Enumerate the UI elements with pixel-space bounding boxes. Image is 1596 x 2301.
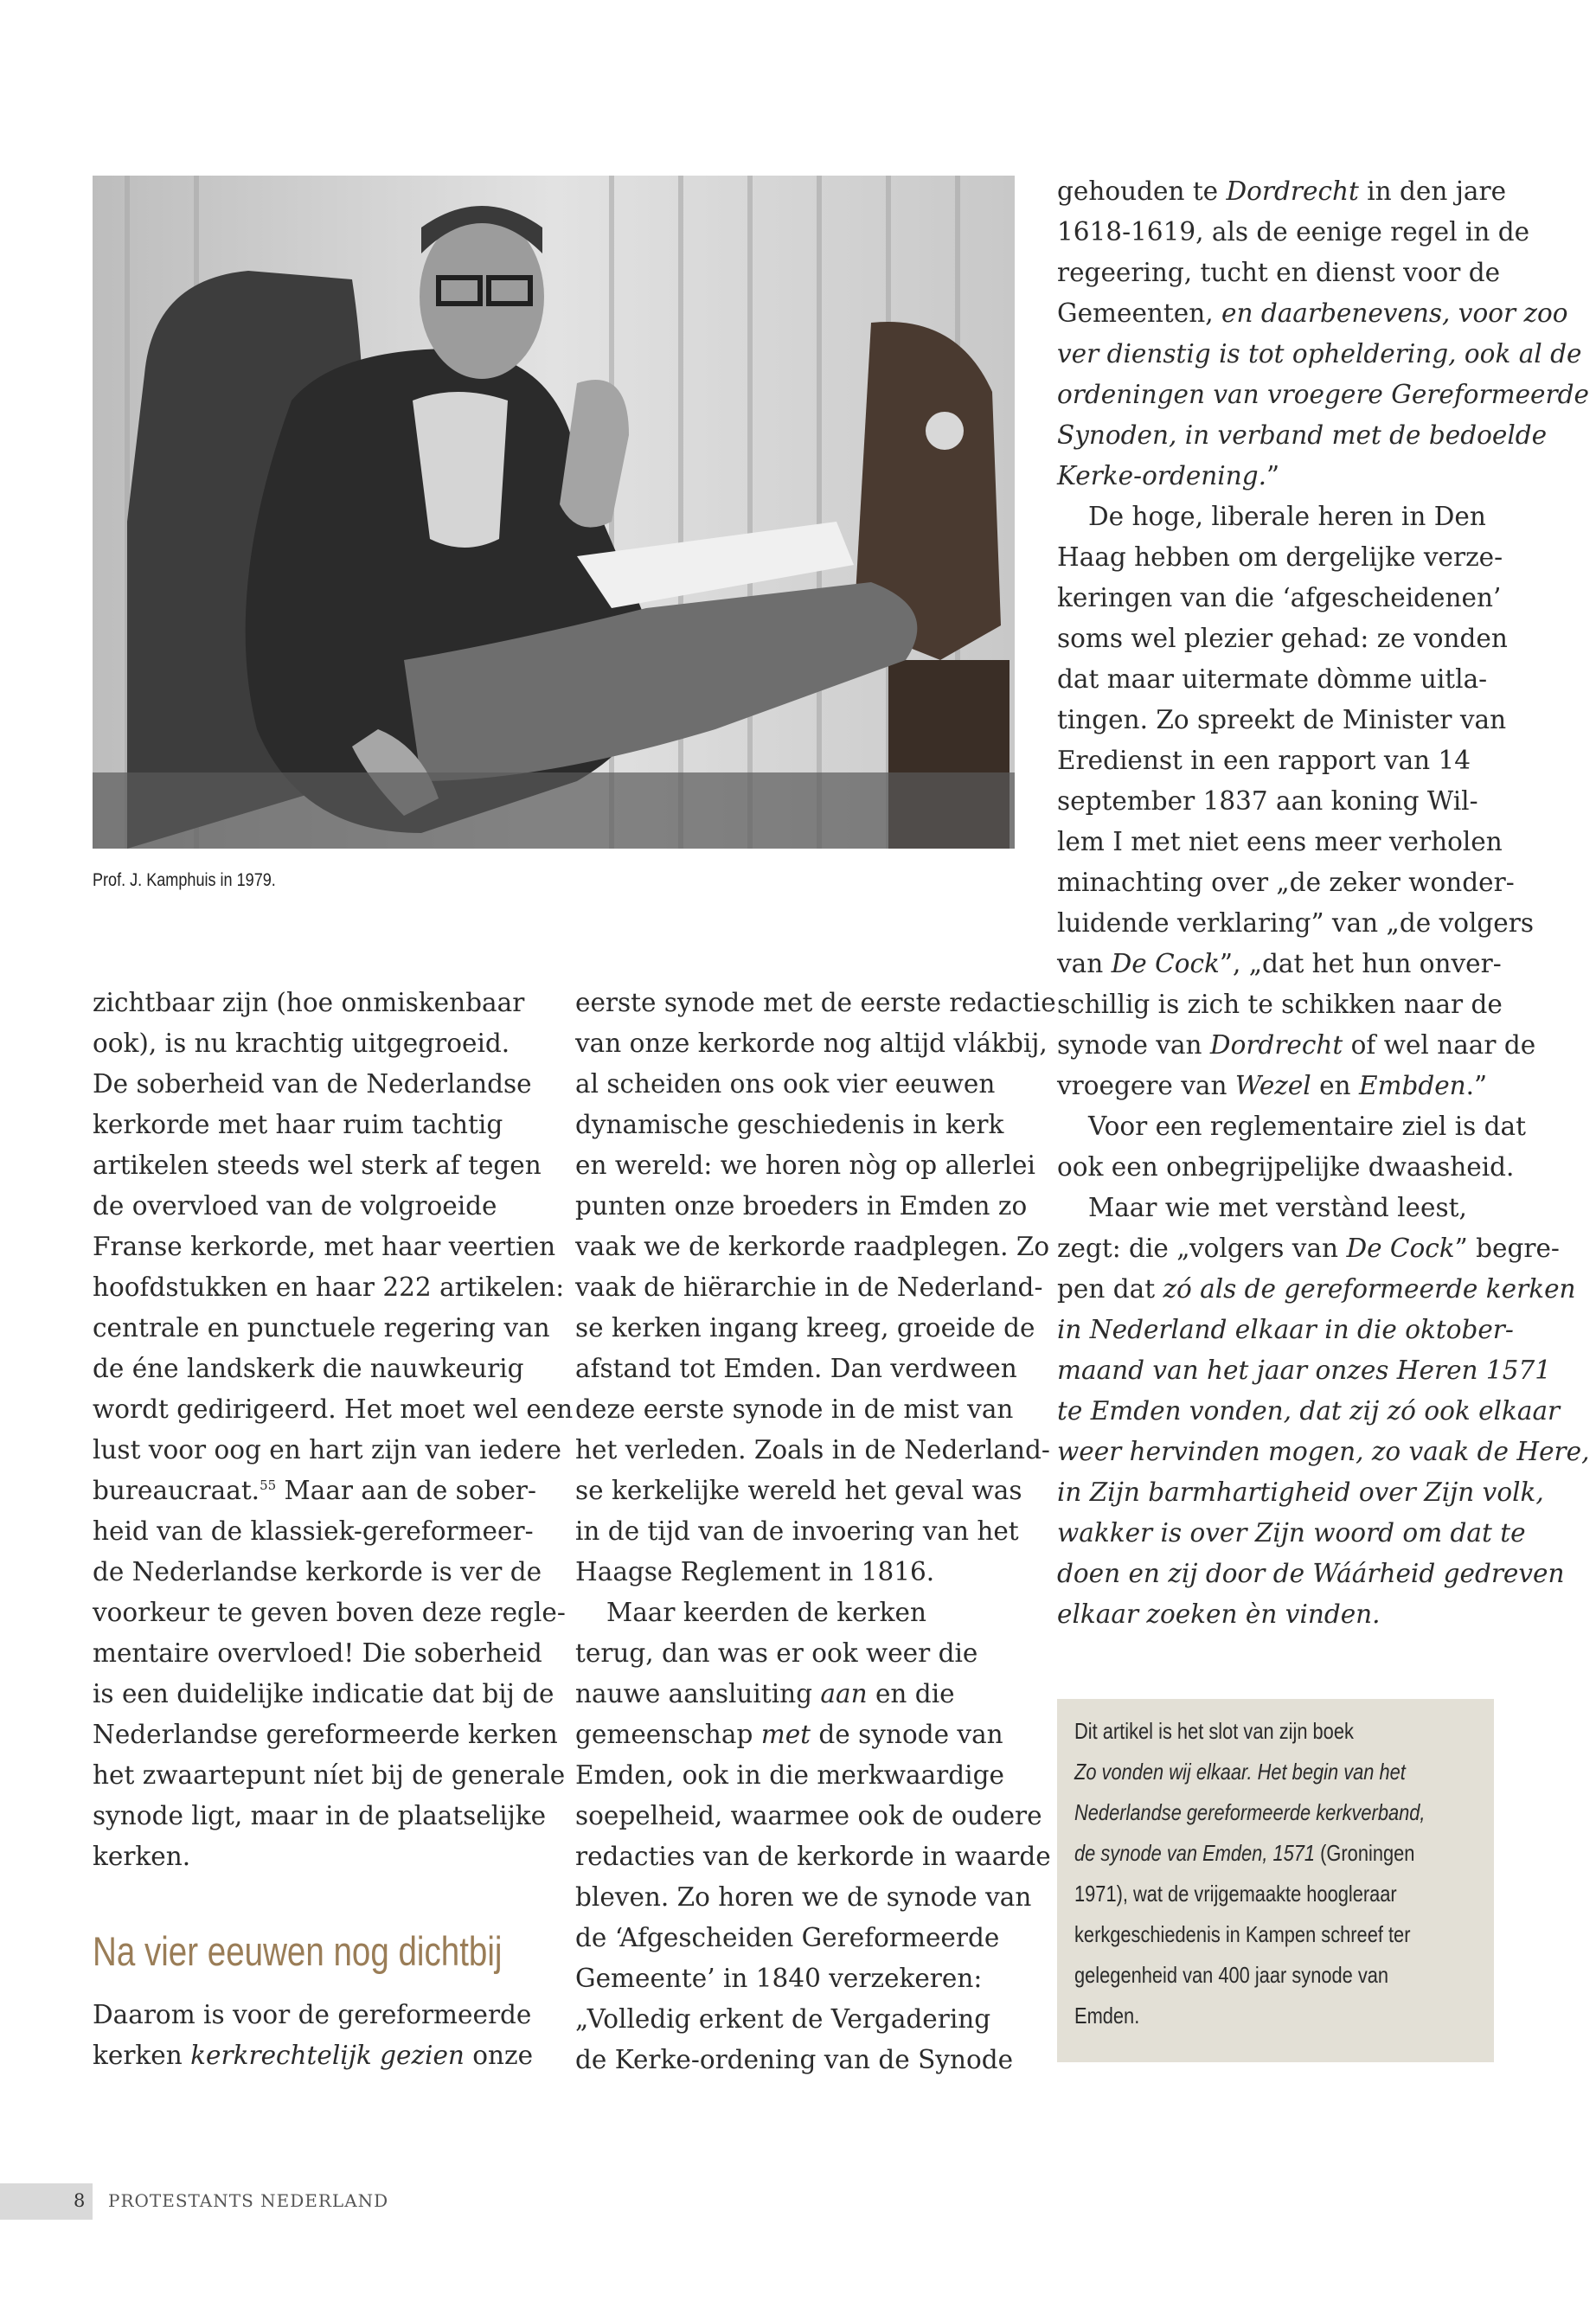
text-line: afstand tot Emden. Dan verdween (575, 1354, 1017, 1383)
text-line (1057, 944, 1507, 984)
text-segment: bureaucraat. (93, 1476, 260, 1505)
column-1-after-heading (93, 1995, 542, 2076)
text-line: Eredienst in een rapport van 14 (1057, 746, 1471, 775)
text-line (575, 1715, 1025, 1755)
text-line: Haagse Reglement in 1816. (575, 1557, 935, 1586)
text-line (1057, 171, 1507, 212)
text-line: vaak de hiërarchie in de Nederland- (575, 1272, 1043, 1302)
text-line: het verleden. Zoals in de Nederland- (575, 1435, 1050, 1465)
text-line: wordt gedirigeerd. Het moet wel een (93, 1394, 574, 1424)
column-2 (575, 983, 1056, 2080)
text-line: Franse kerkorde, met haar veertien (93, 1232, 556, 1261)
text-line: weer hervinden mogen, zo vaak de Here, (1057, 1437, 1590, 1466)
column-3 (1057, 171, 1590, 1635)
text-line (1057, 1269, 1576, 1310)
text-line: synode ligt, maar in de plaatselijke (93, 1801, 547, 1830)
text-line: regeering, tucht en dienst voor de (1057, 258, 1501, 287)
info-box-text (1074, 1711, 1481, 2036)
text-line: dat maar uitermate dòmme uitla- (1057, 664, 1488, 694)
text-line: Synoden, in verband met de bedoelde (1057, 420, 1548, 450)
text-line (1057, 1228, 1560, 1269)
italic-segment: Dordrecht (1209, 1030, 1343, 1060)
text-line: gelegenheid van 400 jaar synode van (1074, 1962, 1389, 1988)
italic-segment: De Cock (1111, 949, 1220, 978)
text-line: 1618-1619, als de eenige regel in de (1057, 217, 1530, 247)
text-line: De hoge, liberale heren in Den (1088, 502, 1486, 531)
text-line: ook), is nu krachtig uitgegroeid. (93, 1029, 510, 1058)
text-line: Gemeente’ in 1840 verzekeren: (575, 1964, 983, 1993)
text-segment: ” begre- (1454, 1234, 1560, 1263)
text-line: „Volledig erkent de Vergadering (575, 2004, 991, 2034)
italic-segment: met (760, 1720, 811, 1749)
text-line: Maar wie met verstànd leest, (1088, 1193, 1467, 1222)
text-line: ook een onbegrijpelijke dwaasheid. (1057, 1152, 1515, 1182)
section-heading: Na vier eeuwen nog dichtbij (93, 1928, 503, 1974)
text-segment: en (1311, 1071, 1359, 1100)
text-line: vaak we de kerkorde raadplegen. Zo (575, 1232, 1050, 1261)
text-line: Nederlandse gereformeerde kerkverband, (1074, 1799, 1426, 1825)
text-line: eerste synode met de eerste redactie (575, 988, 1056, 1017)
text-segment: en die (867, 1679, 955, 1708)
text-line: De soberheid van de Nederlandse (93, 1069, 532, 1099)
italic-segment: zó als de gereformeerde kerken (1163, 1274, 1576, 1304)
text-line: se kerkelijke wereld het geval was (575, 1476, 1022, 1505)
text-segment: onze (464, 2041, 534, 2070)
italic-segment: kerkrechtelijk gezien (190, 2041, 465, 2070)
text-line: terug, dan was er ook weer die (575, 1638, 978, 1668)
text-line: Nederlandse gereformeerde kerken (93, 1720, 558, 1749)
text-line: minachting over „de zeker wonder- (1057, 868, 1515, 897)
text-line: hoofdstukken en haar 222 artikelen: (93, 1272, 565, 1302)
text-line (93, 1471, 542, 1511)
text-line: is een duidelijke indicatie dat bij de (93, 1679, 554, 1708)
text-line: bleven. Zo horen we de synode van (575, 1882, 1032, 1912)
text-segment: Gemeenten, (1057, 298, 1221, 328)
text-line: schillig is zich te schikken naar de (1057, 990, 1503, 1019)
portrait-photo (93, 176, 1015, 849)
text-segment: .” (1465, 1071, 1488, 1100)
text-line: wakker is over Zijn woord om dat te (1057, 1518, 1526, 1548)
text-segment: van (1057, 949, 1112, 978)
text-line: Maar keerden de kerken (606, 1598, 926, 1627)
italic-segment: Embden (1358, 1071, 1466, 1100)
text-line: Zo vonden wij elkaar. Het begin van het (1074, 1759, 1406, 1785)
publication-name: PROTESTANTS NEDERLAND (108, 2190, 389, 2211)
text-line: Voor een reglementaire ziel is dat (1088, 1112, 1526, 1141)
text-line: soms wel plezier gehad: ze vonden (1057, 624, 1508, 653)
text-segment: ”, „dat het hun onver- (1219, 949, 1502, 978)
text-segment: synode van (1057, 1030, 1210, 1060)
text-line: de overvloed van de volgroeide (93, 1191, 497, 1221)
italic-segment: de synode van Emden, 1571 (1074, 1840, 1316, 1866)
photo-caption: Prof. J. Kamphuis in 1979. (93, 870, 276, 890)
text-line: redacties van de kerkorde in waarde (575, 1842, 1051, 1871)
text-line: kerken. (93, 1842, 191, 1871)
text-segment: gemeenschap (575, 1720, 761, 1749)
column-1 (93, 983, 574, 1877)
text-line: in Nederland elkaar in die oktober- (1057, 1315, 1514, 1344)
text-line: kerkorde met haar ruim tachtig (93, 1110, 503, 1139)
text-line: Daarom is voor de gereformeerde (93, 2000, 532, 2029)
text-line: lust voor oog en hart zijn van iedere (93, 1435, 561, 1465)
text-line: voorkeur te geven boven deze regle- (93, 1598, 566, 1627)
text-line: in Zijn barmhartigheid over Zijn volk, (1057, 1477, 1544, 1507)
text-line: se kerken ingang kreeg, groeide de (575, 1313, 1035, 1343)
text-line: van onze kerkorde nog altijd vlákbij, (575, 1029, 1048, 1058)
text-line (1057, 456, 1507, 497)
text-segment: nauwe aansluiting (575, 1679, 821, 1708)
text-line: luidende verklaring” van „de volgers (1057, 908, 1535, 938)
text-line: Dit artikel is het slot van zijn boek (1074, 1718, 1354, 1744)
text-line: deze eerste synode in de mist van (575, 1394, 1014, 1424)
text-line: al scheiden ons ook vier eeuwen (575, 1069, 996, 1099)
italic-segment: Kerke-ordening. (1057, 461, 1267, 490)
footnote-ref: 55 (260, 1477, 277, 1494)
text-segment: pen dat (1057, 1274, 1163, 1304)
text-segment: gehouden te (1057, 176, 1227, 206)
text-line: artikelen steeds wel sterk af tegen (93, 1150, 542, 1180)
text-segment: vroegere van (1057, 1071, 1235, 1100)
text-line: ver dienstig is tot opheldering, ook al de (1057, 339, 1582, 369)
page-number: 8 (74, 2190, 86, 2211)
italic-segment: De Cock (1346, 1234, 1455, 1263)
text-line: het zwaartepunt níet bij de generale (93, 1760, 566, 1790)
italic-segment: aan (820, 1679, 868, 1708)
text-line: tingen. Zo spreekt de Minister van (1057, 705, 1507, 734)
text-segment: of wel naar de (1343, 1030, 1536, 1060)
italic-segment: Wezel (1234, 1071, 1311, 1100)
text-line: elkaar zoeken èn vinden. (1057, 1599, 1381, 1629)
text-line: Haag hebben om dergelijke verze- (1057, 542, 1503, 572)
text-line (1057, 293, 1568, 334)
text-segment: (Groningen (1315, 1840, 1415, 1866)
text-segment: ” (1266, 461, 1280, 490)
info-box (1057, 1699, 1494, 2062)
text-line: zichtbaar zijn (hoe onmiskenbaar (93, 988, 525, 1017)
text-line: punten onze broeders in Emden zo (575, 1191, 1028, 1221)
text-line: doen en zij door de Wáárheid gedreven (1057, 1559, 1565, 1588)
text-line: mentaire overvloed! Die soberheid (93, 1638, 542, 1668)
text-line (93, 2035, 542, 2076)
text-line (575, 1674, 1025, 1715)
text-line (1057, 1025, 1536, 1066)
text-line: soepelheid, waarmee ook de oudere (575, 1801, 1042, 1830)
text-line: kerkgeschiedenis in Kampen schreef ter (1074, 1921, 1411, 1947)
text-line: 1971), wat de vrijgemaakte hoogleraar (1074, 1881, 1397, 1907)
text-segment: zegt: die „volgers van (1057, 1234, 1347, 1263)
text-line: de ‘Afgescheiden Gereformeerde (575, 1923, 1000, 1952)
text-line: maand van het jaar onzes Heren 1571 (1057, 1356, 1552, 1385)
photo-portrait-icon (93, 176, 1015, 849)
text-line: in de tijd van de invoering van het (575, 1516, 1019, 1546)
text-line: september 1837 aan koning Wil- (1057, 786, 1478, 816)
text-line: Emden. (1074, 2003, 1140, 2029)
text-segment: kerken (93, 2041, 191, 2070)
text-segment: Maar aan de sober- (276, 1476, 536, 1505)
text-line: te Emden vonden, dat zij zó ook elkaar (1057, 1396, 1561, 1426)
text-line: heid van de klassiek-gereformeer- (93, 1516, 534, 1546)
text-line: en wereld: we horen nòg op allerlei (575, 1150, 1035, 1180)
italic-segment: Dordrecht (1226, 176, 1359, 206)
text-line (1074, 1833, 1481, 1874)
text-line: lem I met niet eens meer verholen (1057, 827, 1503, 856)
text-line: de éne landskerk die nauwkeurig (93, 1354, 524, 1383)
text-segment: de synode van (811, 1720, 1003, 1749)
text-line (1057, 1066, 1507, 1106)
text-line: dynamische geschiedenis in kerk (575, 1110, 1004, 1139)
text-line: centrale en punctuele regering van (93, 1313, 550, 1343)
text-line: keringen van die ‘afgescheidenen’ (1057, 583, 1502, 612)
text-line: de Nederlandse kerkorde is ver de (93, 1557, 542, 1586)
text-segment: in den jare (1358, 176, 1507, 206)
text-line: ordeningen van vroegere Gereformeerde (1057, 380, 1589, 409)
text-line: de Kerke-ordening van de Synode (575, 2045, 1014, 2074)
text-line: Emden, ook in die merkwaardige (575, 1760, 1004, 1790)
italic-segment: en daarbenevens, voor zoo (1221, 298, 1568, 328)
